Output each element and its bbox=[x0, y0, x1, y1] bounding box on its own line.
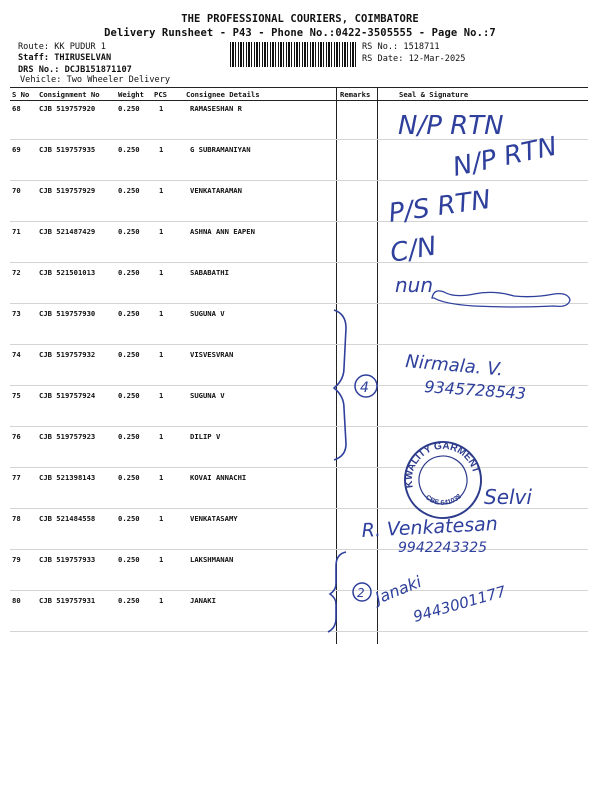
cell-pcs: 1 bbox=[159, 309, 164, 318]
cell-consignee: G SUBRAMANIYAN bbox=[190, 145, 251, 154]
annotation-row80-signature: Janaki bbox=[372, 572, 425, 608]
cell-pcs: 1 bbox=[159, 268, 164, 277]
remarks-left-border bbox=[336, 87, 337, 644]
row-divider bbox=[10, 180, 588, 181]
cell-weight: 0.250 bbox=[118, 596, 140, 605]
cell-sno: 77 bbox=[12, 473, 21, 482]
cell-consignee: VISVESVRAN bbox=[190, 350, 234, 359]
staff-label: Staff: THIRUSELVAN bbox=[18, 53, 112, 63]
cell-pcs: 1 bbox=[159, 514, 164, 523]
vehicle-label: Vehicle: Two Wheeler Delivery bbox=[20, 75, 171, 85]
cell-consignee: VENKATASAMY bbox=[190, 514, 238, 523]
cell-sno: 73 bbox=[12, 309, 21, 318]
row-divider bbox=[10, 344, 588, 345]
cell-pcs: 1 bbox=[159, 227, 164, 236]
annotation-row69: N/P RTN bbox=[450, 131, 560, 183]
annotation-row68: N/P RTN bbox=[398, 111, 504, 141]
cell-sno: 68 bbox=[12, 104, 21, 113]
cell-sno: 72 bbox=[12, 268, 21, 277]
cell-pcs: 1 bbox=[159, 432, 164, 441]
cell-weight: 0.250 bbox=[118, 145, 140, 154]
row-divider bbox=[10, 303, 588, 304]
rs-date: RS Date: 12-Mar-2025 bbox=[362, 54, 466, 64]
barcode bbox=[230, 42, 357, 67]
cell-weight: 0.250 bbox=[118, 350, 140, 359]
cell-consignment-no: CJB 521487429 bbox=[39, 227, 96, 236]
cell-consignee: VENKATARAMAN bbox=[190, 186, 242, 195]
header-consignment: Consignment No bbox=[39, 90, 100, 99]
annotation-row72-signature: nun bbox=[395, 273, 434, 297]
header-consignee: Consignee Details bbox=[186, 90, 260, 99]
runsheet-subtitle: Delivery Runsheet - P43 - Phone No.:0422-3505555 - Page No.:7 bbox=[104, 27, 496, 39]
cell-sno: 71 bbox=[12, 227, 21, 236]
cell-consignment-no: CJB 519757933 bbox=[39, 555, 96, 564]
cell-weight: 0.250 bbox=[118, 432, 140, 441]
cell-consignee: SUGUNA V bbox=[190, 309, 225, 318]
annotation-row78-phone: 9942243325 bbox=[398, 540, 488, 556]
cell-consignment-no: CJB 519757931 bbox=[39, 596, 96, 605]
cell-consignment-no: CJB 519757924 bbox=[39, 391, 96, 400]
cell-pcs: 1 bbox=[159, 186, 164, 195]
cell-consignment-no: CJB 519757923 bbox=[39, 432, 96, 441]
cell-consignee: JANAKI bbox=[190, 596, 216, 605]
cell-consignment-no: CJB 519757920 bbox=[39, 104, 96, 113]
row-divider bbox=[10, 508, 588, 509]
cell-consignment-no: CJB 521484558 bbox=[39, 514, 96, 523]
row-divider bbox=[10, 549, 588, 550]
bracket-count-top: 4 bbox=[360, 380, 369, 396]
cell-consignee: SABABATHI bbox=[190, 268, 229, 277]
bracket-bottom bbox=[328, 552, 346, 632]
table-header-border bbox=[10, 100, 588, 101]
row-divider bbox=[10, 385, 588, 386]
cell-consignment-no: CJB 521501013 bbox=[39, 268, 96, 277]
cell-consignee: KOVAI ANNACHI bbox=[190, 473, 247, 482]
cell-consignment-no: CJB 521398143 bbox=[39, 473, 96, 482]
cell-consignee: ASHNA ANN EAPEN bbox=[190, 227, 255, 236]
annotation-row74-name: Nirmala. V. bbox=[404, 351, 504, 381]
cell-weight: 0.250 bbox=[118, 227, 140, 236]
count-circle-bottom bbox=[353, 583, 371, 601]
cell-pcs: 1 bbox=[159, 555, 164, 564]
cell-pcs: 1 bbox=[159, 473, 164, 482]
annotation-row74-phone: 9345728543 bbox=[423, 377, 527, 404]
header-remarks: Remarks bbox=[340, 90, 371, 99]
cell-sno: 74 bbox=[12, 350, 21, 359]
cell-weight: 0.250 bbox=[118, 555, 140, 564]
cell-pcs: 1 bbox=[159, 391, 164, 400]
cell-consignee: SUGUNA V bbox=[190, 391, 225, 400]
row-divider bbox=[10, 467, 588, 468]
cell-sno: 80 bbox=[12, 596, 21, 605]
rs-number: RS No.: 1518711 bbox=[362, 42, 440, 52]
row-divider bbox=[10, 262, 588, 263]
row-divider bbox=[10, 631, 588, 632]
annotation-row71: C/N bbox=[388, 231, 439, 269]
cell-consignment-no: CJB 519757930 bbox=[39, 309, 96, 318]
cell-sno: 69 bbox=[12, 145, 21, 154]
cell-weight: 0.250 bbox=[118, 473, 140, 482]
annotation-row80-phone: 9443001177 bbox=[411, 582, 508, 626]
row-divider bbox=[10, 139, 588, 140]
tamil-signature-scribble bbox=[432, 291, 570, 307]
cell-consignment-no: CJB 519757929 bbox=[39, 186, 96, 195]
cell-weight: 0.250 bbox=[118, 309, 140, 318]
cell-consignee: RAMASESHAN R bbox=[190, 104, 242, 113]
cell-weight: 0.250 bbox=[118, 391, 140, 400]
drs-number: DRS No.: DCJB151871107 bbox=[18, 65, 132, 75]
row-divider bbox=[10, 590, 588, 591]
cell-weight: 0.250 bbox=[118, 514, 140, 523]
annotation-row70: P/S RTN bbox=[386, 184, 493, 229]
header-sno: S No bbox=[12, 90, 30, 99]
table-top-border bbox=[10, 87, 588, 88]
company-title: THE PROFESSIONAL COURIERS, COIMBATORE bbox=[181, 13, 419, 25]
row-divider bbox=[10, 221, 588, 222]
header-pcs: PCS bbox=[154, 90, 167, 99]
bracket-count-bottom: 2 bbox=[357, 586, 365, 600]
cell-pcs: 1 bbox=[159, 596, 164, 605]
cell-consignment-no: CJB 519757935 bbox=[39, 145, 96, 154]
cell-weight: 0.250 bbox=[118, 268, 140, 277]
remarks-right-border bbox=[377, 87, 378, 644]
cell-weight: 0.250 bbox=[118, 104, 140, 113]
header-weight: Weight bbox=[118, 90, 144, 99]
cell-sno: 70 bbox=[12, 186, 21, 195]
cell-sno: 78 bbox=[12, 514, 21, 523]
cell-sno: 76 bbox=[12, 432, 21, 441]
cell-consignment-no: CJB 519757932 bbox=[39, 350, 96, 359]
annotation-row78-signature: Selvi bbox=[484, 485, 532, 509]
cell-weight: 0.250 bbox=[118, 186, 140, 195]
cell-consignee: DILIP V bbox=[190, 432, 221, 441]
header-seal-signature: Seal & Signature bbox=[399, 90, 469, 99]
cell-pcs: 1 bbox=[159, 145, 164, 154]
cell-pcs: 1 bbox=[159, 350, 164, 359]
cell-pcs: 1 bbox=[159, 104, 164, 113]
annotation-row78-name: R. Venkatesan bbox=[361, 512, 499, 542]
stamp-text: KWALITY GARMENTS bbox=[403, 440, 482, 489]
stamp-subtext: CBE 641038 bbox=[423, 493, 463, 507]
cell-sno: 79 bbox=[12, 555, 21, 564]
cell-consignee: LAKSHMANAN bbox=[190, 555, 234, 564]
row-divider bbox=[10, 426, 588, 427]
cell-sno: 75 bbox=[12, 391, 21, 400]
count-circle-top bbox=[355, 375, 377, 397]
route-label: Route: KK PUDUR 1 bbox=[18, 42, 106, 52]
